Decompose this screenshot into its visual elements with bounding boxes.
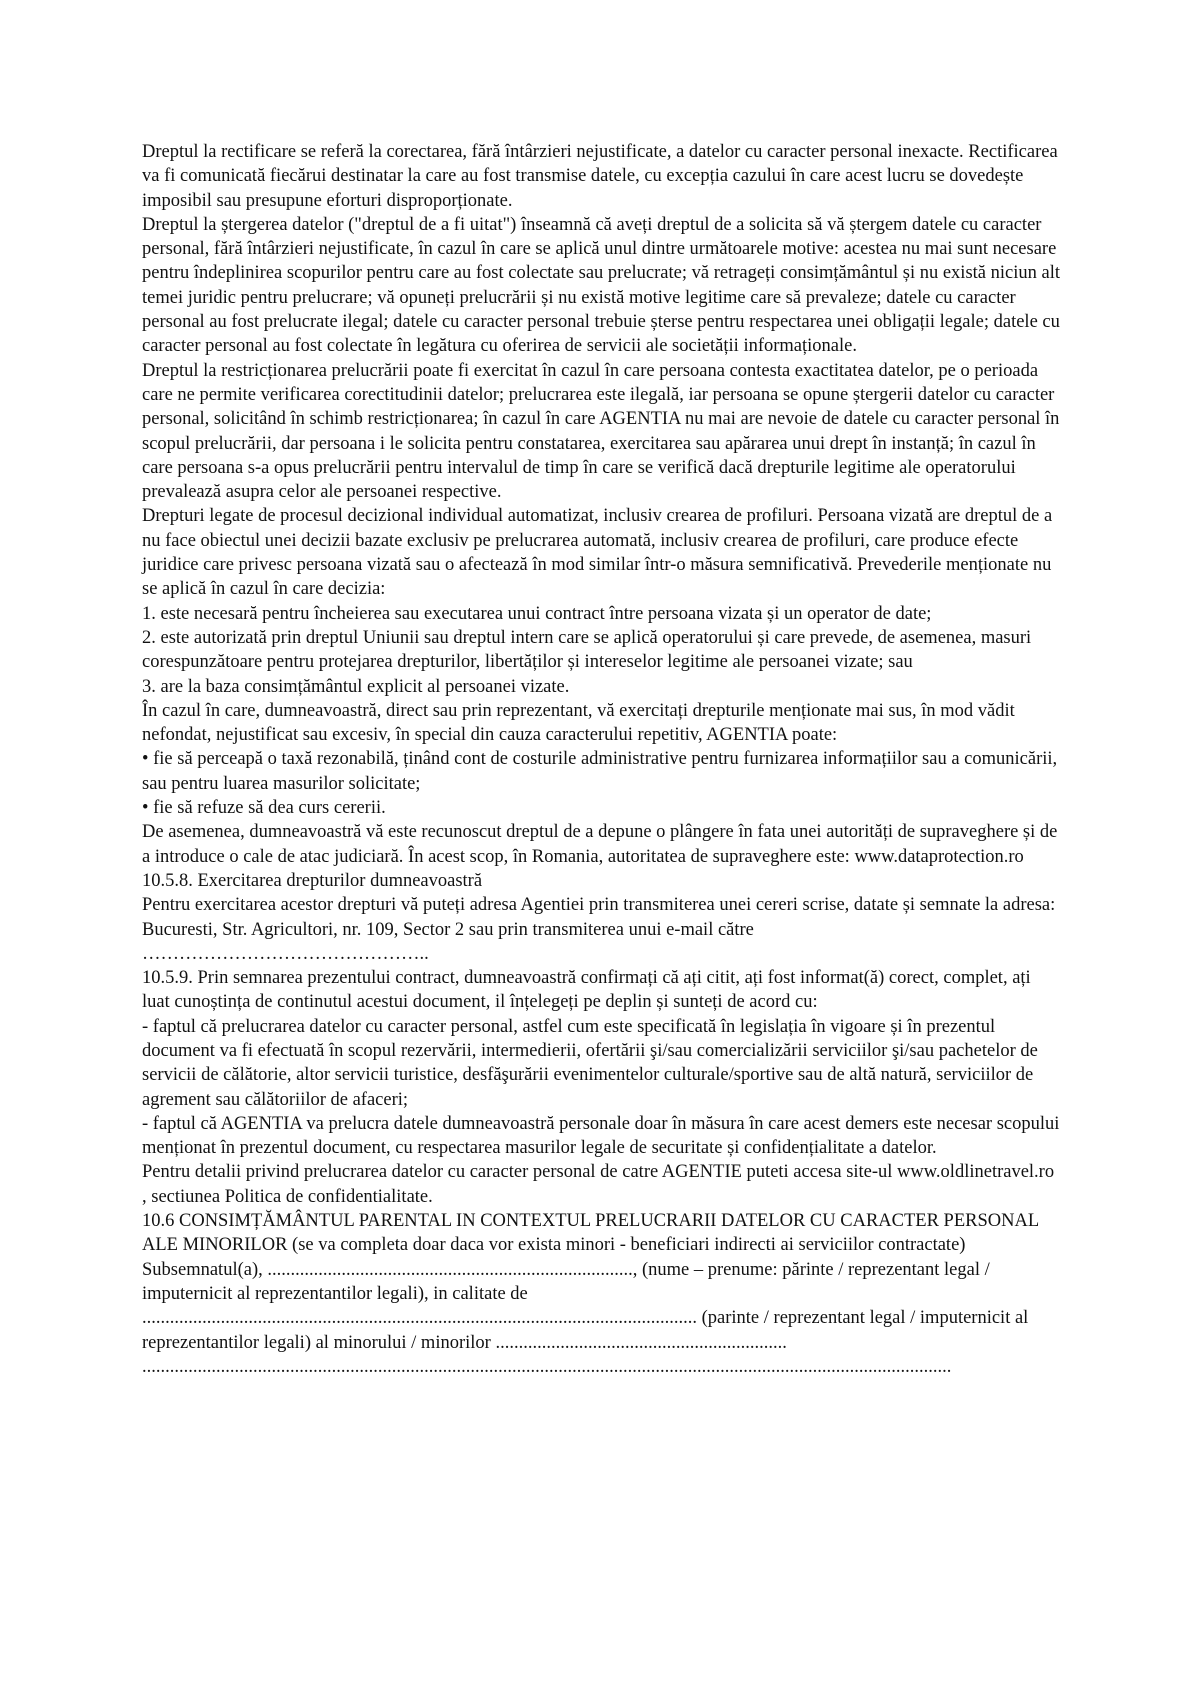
paragraph-excessive-requests: În cazul în care, dumneavoastră, direct sau prin reprezentant, vă exercitați drepturile menționate mai sus, în mod vădit nefondat, nejustificat sau excesiv, în special din cauza caracterului repetitiv, AGENTIA poate: — [142, 700, 1015, 746]
dash-item-processing-scope: - faptul că AGENTIA va prelucra datele dumneavoastră personale doar în măsura în care acest demers este necesar scopului menționat în prezentul document, cu respectarea masurilor legale de securitate și confidențialitate a datelor. — [142, 1113, 1060, 1159]
bullet-fee: • fie să perceapă o taxă rezonabilă, ținând cont de costurile administrative pentru furnizarea informațiilor sau a comunicării, sau pentru luarea masurilor solicitate; — [142, 749, 1058, 794]
paragraph-complaint: De asemenea, dumneavoastră vă este recunoscut dreptul de a depune o plângere în fata unei autorități de supraveghere și de a introduce o cale de atac judiciară. În acest scop, în Romania, autoritatea de supraveghere este: www.dataprotection.ro — [142, 822, 1058, 867]
paragraph-privacy-policy: Pentru detalii privind prelucrarea datelor cu caracter personal de catre AGENTIE puteti accesa site-ul www.oldlinetravel.ro , sectiunea Politica de confidentialitate. — [142, 1162, 1055, 1207]
paragraph-capacity: ........................................................................................................................ (parinte / reprezentant legal / imputernicit al reprezentantilor legali) al minorului / minorilor ............................................................... — [142, 1308, 1029, 1353]
list-item-3: 3. are la baza consimțământul explicit al persoanei vizate. — [142, 676, 570, 697]
paragraph-right-to-rectification: Dreptul la rectificare se referă la corectarea, fără întârzieri nejustificate, a datelor cu caracter personal inexacte. Rectificarea va fi comunicată fiecărui destinatar la care au fost transmise datele, cu excepția cazului în care acest lucru se dovedește imposibil sau presupune eforturi disproporționate. — [142, 142, 1058, 211]
email-placeholder-dots: ……………………………………….. — [142, 943, 429, 964]
list-item-2: 2. este autorizată prin dreptul Uniunii sau dreptul intern care se aplică operatorului și care prevede, de asemenea, masuri corespunzătoare pentru protejarea drepturilor, libertăților și intereselor legitime ale persoanei vizate; sau — [142, 627, 1032, 673]
section-heading-10-5-8: 10.5.8. Exercitarea drepturilor dumneavoastră — [142, 870, 483, 891]
dash-item-processing-purpose: - faptul că prelucrarea datelor cu caracter personal, astfel cum este specificată în legislația în vigoare și în prezentul document va fi efectuată în scopul rezervării, intermedierii, ofertării şi/sau comercializării serviciilor şi/sau pachetelor de servicii de călătorie, altor servicii turistice, desfăşurării evenimentelor culturale/sportive sau de altă natură, serviciilor de agrement sau călătoriilor de afaceri; — [142, 1016, 1038, 1110]
paragraph-undersigned: Subsemnatul(a), ..............................................................................., (nume – prenume: părinte / reprezentant legal / imputernicit al reprezentantilor legali), in calitate de — [142, 1259, 990, 1304]
document-page — [142, 140, 1062, 1379]
paragraph-right-to-erasure: Dreptul la ștergerea datelor ("dreptul de a fi uitat") înseamnă că aveți dreptul de a solicita să vă ștergem datele cu caracter personal, fără întârzieri nejustificate, în cazul în care se aplică unul dintre următoarele motive: acestea nu mai sunt necesare pentru îndeplinirea scopurilor pentru care au fost colectate sau prelucrate; vă retrageți consimțământul și nu există niciun alt temei juridic pentru prelucrare; vă opuneți prelucrării și nu există motive legitime care să prevaleze; datele cu caracter personal au fost prelucrate ilegal; datele cu caracter personal trebuie șterse pentru respectarea unei obligații legale; datele cu caracter personal au fost colectate în legătura cu oferirea de servicii ale societății informaționale. — [142, 214, 1060, 357]
paragraph-exercise-rights: Pentru exercitarea acestor drepturi vă puteți adresa Agentiei prin transmiterea unei cereri scrise, datate și semnate la adresa: Bucuresti, Str. Agricultori, nr. 109, Sector 2 sau prin transmiterea unui e-mail către — [142, 895, 1056, 940]
section-10-5-9: 10.5.9. Prin semnarea prezentului contract, dumneavoastră confirmați că ați citit, ați fost informat(ă) corect, complet, ați luat cunoștința de continutul acestui document, il înțelegeți pe deplin și sunteți de acord cu: — [142, 968, 1031, 1013]
list-item-1: 1. este necesară pentru încheierea sau executarea unui contract între persoana vizata și un operator de date; — [142, 603, 932, 624]
paragraph-automated-decisions: Drepturi legate de procesul decizional individual automatizat, inclusiv crearea de profiluri. Persoana vizată are dreptul de a nu face obiectul unei decizii bazate exclusiv pe prelucrarea automată, inclusiv crearea de profiluri, care produce efecte juridice care privesc persoana vizată sau o afectează în mod similar într-o măsura semnificativă. Prevederile menționate nu se aplică în cazul în care decizia: — [142, 506, 1053, 600]
section-heading-10-6: 10.6 CONSIMȚĂMÂNTUL PARENTAL IN CONTEXTUL PRELUCRARII DATELOR CU CARACTER PERSONAL ALE MINORILOR (se va completa doar daca vor exista minori - beneficiari indirecti ai serviciilor contractate) — [142, 1211, 1039, 1256]
fill-in-line: ............................................................................................................................................................................... — [142, 1356, 952, 1377]
bullet-refuse: • fie să refuze să dea curs cererii. — [142, 798, 386, 819]
paragraph-right-to-restriction: Dreptul la restricționarea prelucrării poate fi exercitat în cazul în care persoana contesta exactitatea datelor, pe o perioada care ne permite verificarea corectitudinii datelor; prelucrarea este ilegală, iar persoana se opune ștergerii datelor cu caracter personal, solicitând în schimb restricționarea; în cazul în care AGENTIA nu mai are nevoie de datele cu caracter personal în scopul prelucrării, dar persoana i le solicita pentru constatarea, exercitarea sau apărarea unui drept în instanță; în cazul în care persoana s-a opus prelucrării pentru intervalul de timp în care se verifică dacă drepturile legitime ale operatorului prevalează asupra celor ale persoanei respective. — [142, 360, 1060, 503]
